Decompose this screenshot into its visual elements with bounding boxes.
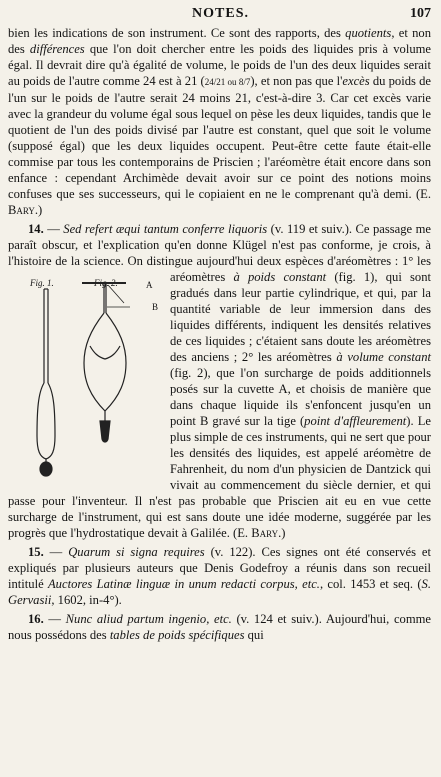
- italic-run: Auctores Latinæ linguæ in unum redacti corpus, etc.: [47, 577, 320, 591]
- text-run: qui: [244, 628, 264, 642]
- text-run: du poids de l'un sur le poids de l'autre serait 24 moins 21, c'est-à-dire 3. Car cet excès varie avec la grandeur du volume égal sous lequel on pèse les deux liquides, tandis que le quotient de l'un des poids divisé par l'autre est constant, quel que soit le volume (supposé égal) que les deux liquides occupent. Peut-être cette faute était-elle commise par tous les contemporains de Priscien ; l'aréomètre était encore dans son enfance : cependant Archimède devait avoir sur ce point des notions moins confuses que ses successeurs, qui le copiaient en ne le comprenant qu'à demi. (E.: [8, 74, 432, 201]
- fraction: 24/21 ou 8/7: [204, 77, 251, 87]
- italic-run: à poids constant: [233, 270, 327, 284]
- text-run: (v. 119 et suiv.). Ce passage me paraît obscur, et l'explication qu'en donne Klügel n'est pas conforme, je crois, à l'histoire de la science. On distingue aujourd'hui deux espèces d'aréomètres : 1° les aréomètres: [8, 222, 431, 284]
- italic-run: point d'affleurement: [304, 414, 407, 428]
- text-run: —: [43, 222, 64, 236]
- text-run: , et non des: [8, 26, 431, 56]
- page-number: 107: [410, 6, 431, 21]
- text-run: (fig. 1), qui sont gradués dans leur partie cylindrique, et qui, par la quantité variable de leur immersion dans des liquides différents, indiquent les densités relatives de ces liquides ; c'étaient sans doute les aréomètres des anciens ; 2° les aréomètres: [170, 270, 432, 364]
- note-14: [8, 221, 431, 541]
- text-run: ), et non pas que l': [250, 74, 343, 88]
- italic-run: tables de poids spécifiques: [109, 628, 245, 642]
- note-lemma: Sed refert æqui tantum conferre liquoris: [63, 222, 268, 236]
- text-run: —: [43, 612, 66, 626]
- text-run: , col. 1453 et seq. (: [319, 577, 422, 591]
- text-run: .): [34, 203, 43, 217]
- italic-run: excès: [342, 74, 370, 88]
- label-b: B: [152, 302, 159, 312]
- fig-1-hydrometer: [37, 289, 55, 476]
- note-16: [8, 611, 431, 643]
- author-signature: Bary: [8, 203, 35, 217]
- label-a: A: [146, 280, 153, 290]
- page-header: [0, 6, 441, 26]
- text-run: (fig. 2), que l'on surcharge de poids additionnels posés sur la cuvette A, et choisis de manière que dans chaque liquide ils s'enfoncent jusqu'en un point B gravé sur la tige (: [170, 366, 431, 428]
- italic-run: différences: [29, 42, 85, 56]
- fig-2-label: Fig. 2.: [94, 278, 118, 288]
- note-number: 15.: [28, 545, 44, 559]
- text-run: bien les indications de son instrument. Ce sont des rapports, des: [8, 26, 346, 40]
- hydrometer-drawings: [8, 271, 164, 481]
- paragraph-continued: [8, 25, 431, 218]
- note-number: 14.: [28, 222, 44, 236]
- author-signature: Bary: [251, 526, 279, 540]
- text-run: .): [278, 526, 286, 540]
- note-number: 16.: [28, 612, 44, 626]
- running-head: NOTES.: [192, 6, 249, 21]
- text-run: —: [43, 545, 69, 559]
- text-run: que l'on doit chercher entre les poids des liquides pris à volume égal. Il devrait dire qu'à égalité de volume, le poids de l'un des deux liquides serait au poids de l'autre comme 24 est à 21 (: [8, 42, 432, 88]
- text-run: (v. 122). Ces signes ont été conservés et expliqués par plusieurs auteurs que Denis Godefroy a réunis dans son recueil intitulé: [8, 545, 431, 591]
- italic-run: quotients: [345, 26, 392, 40]
- italic-run: à volume constant: [336, 350, 431, 364]
- text-run: (v. 124 et suiv.). Aujourd'hui, comme nous possédons des: [8, 612, 432, 642]
- note-lemma: Nunc aliud partum ingenio, etc.: [65, 612, 232, 626]
- hydrometer-figure: [8, 271, 164, 481]
- fig-1-label: Fig. 1.: [30, 278, 54, 288]
- text-run: , 1602, in-4°).: [51, 593, 122, 607]
- note-lemma: Quarum si signa requires: [68, 545, 205, 559]
- fig-2-hydrometer: [82, 283, 130, 442]
- note-15: [8, 544, 431, 608]
- italic-run: S. Gervasii: [8, 577, 431, 607]
- text-run: ). Le plus simple de ces instruments, qui ne sert que pour les densités des liquides, est appelé aréomètre de Fahrenheit, du nom d'un physicien de Dantzick qui vivait au commencement du siècle dernier, et qui passe pour l'inventeur. Il n'est pas probable que Priscien ait eu en vue cette surcharge de l'instrument, qui est sans doute une idée moderne, suggérée par les progrès que l'hydrostatique devait à Galilée. (E.: [8, 414, 431, 540]
- page-body: [8, 25, 431, 643]
